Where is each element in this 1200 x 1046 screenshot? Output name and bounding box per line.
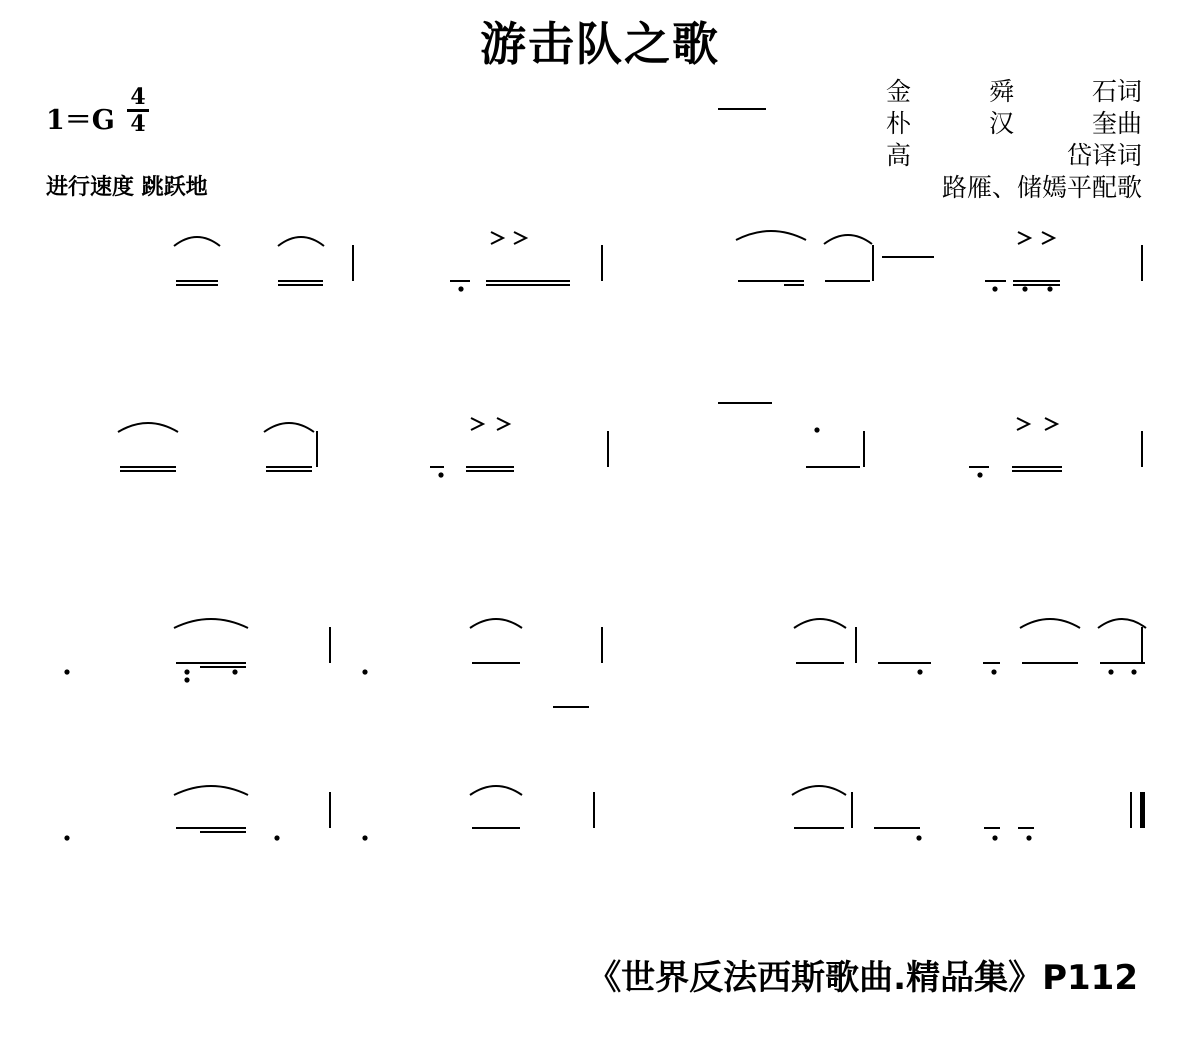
octave-dot xyxy=(458,286,463,291)
octave-dot xyxy=(64,669,69,674)
octave-dot xyxy=(1108,669,1113,674)
credit-part: 岱译词 xyxy=(1066,141,1142,170)
slur xyxy=(824,235,872,244)
accent-mark xyxy=(1042,232,1054,244)
slur xyxy=(174,237,220,246)
song-title: 游击队之歌 xyxy=(480,17,720,71)
accent-mark xyxy=(497,418,509,430)
slur xyxy=(470,786,522,795)
slur xyxy=(174,786,248,795)
octave-dot xyxy=(232,669,237,674)
accent-mark xyxy=(1045,418,1057,430)
octave-dot xyxy=(274,835,279,840)
octave-dot xyxy=(1131,669,1136,674)
octave-dot xyxy=(184,669,189,674)
octave-dot xyxy=(184,677,189,682)
credit-part: 奎曲 xyxy=(1091,109,1142,138)
octave-dot xyxy=(64,835,69,840)
accent-mark xyxy=(514,232,526,244)
slur xyxy=(118,423,178,432)
key-signature: 1＝G xyxy=(46,105,115,136)
octave-dot xyxy=(814,427,819,432)
credit-part: 朴 xyxy=(886,109,912,138)
octave-dot xyxy=(917,669,922,674)
slur xyxy=(470,619,522,628)
accent-mark xyxy=(491,232,503,244)
slur xyxy=(278,237,324,246)
octave-dot xyxy=(1022,286,1027,291)
slur xyxy=(1020,619,1080,628)
octave-dot xyxy=(916,835,921,840)
octave-dot xyxy=(362,669,367,674)
credit-part: 路雁、储嫣平配歌 xyxy=(941,173,1142,202)
accent-mark xyxy=(471,418,483,430)
slur xyxy=(794,619,846,628)
octave-dot xyxy=(992,286,997,291)
slur xyxy=(264,423,314,432)
slur xyxy=(174,619,248,628)
slur xyxy=(792,786,846,795)
credit-part: 汉 xyxy=(988,109,1014,138)
slur xyxy=(736,231,806,240)
time-signature-top: 4 xyxy=(130,84,146,110)
octave-dot xyxy=(977,472,982,477)
credit-part: 舜 xyxy=(988,77,1014,106)
time-signature-bottom: 4 xyxy=(130,111,146,137)
credit-part: 高 xyxy=(886,141,912,170)
credit-part: 石词 xyxy=(1091,77,1142,106)
octave-dot xyxy=(362,835,367,840)
octave-dot xyxy=(991,669,996,674)
accent-mark xyxy=(1018,232,1030,244)
octave-dot xyxy=(1047,286,1052,291)
credit-part: 金 xyxy=(886,77,912,106)
slur xyxy=(1098,619,1146,628)
octave-dot xyxy=(992,835,997,840)
source-citation: 《世界反法西斯歌曲.精品集》P112 xyxy=(587,958,1138,998)
tempo-marking: 进行速度 跳跃地 xyxy=(46,175,208,200)
octave-dot xyxy=(438,472,443,477)
octave-dot xyxy=(1026,835,1031,840)
accent-mark xyxy=(1017,418,1029,430)
